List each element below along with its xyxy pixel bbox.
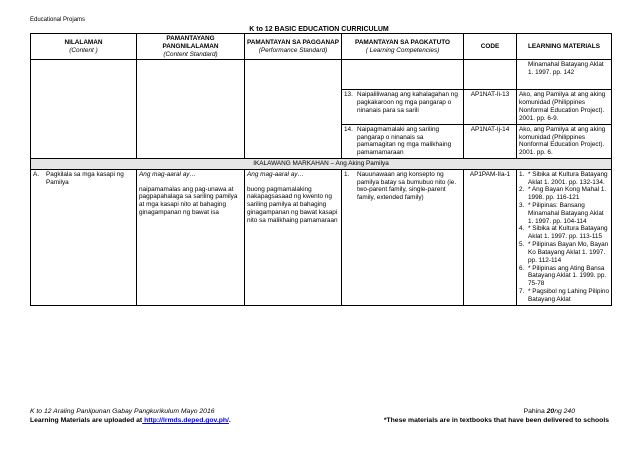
document-title: K to 12 BASIC EDUCATION CURRICULUM	[249, 26, 389, 33]
list-item: 7. * Pagsibol ng Lahing Pilipino Batayang Aklat	[519, 287, 610, 303]
code-cell: AP1PAM-IIa-1	[464, 169, 517, 305]
list-item: 3. * Pilipinas: Bansang Minamahal Batayang Aklat 1. 1997. pp. 104-114	[519, 202, 604, 225]
header-label: Educational Projams	[30, 17, 86, 23]
list-item: 5. * Pilipinas Bayan Mo, Bayan Ko Batayang Aklat 1. 1997. pp. 112-114	[519, 241, 609, 264]
header-content-standard: PAMANTAYANG PANGNILALAMAN (Content Standard)	[137, 34, 245, 60]
curriculum-table	[30, 33, 612, 306]
learning-materials-cell: Ako, ang Pamilya at ang aking komunidad (Philippines Nonformal Education Project). 2001. pp. 6.	[517, 124, 612, 158]
content-cell: A. Pagkilala sa mga kasapi ng Pamilya	[31, 169, 137, 305]
list-item: 6. * Pilipinas ang Ating Bansa Batayang Aklat 1. 1999. pp. 75-78	[519, 264, 607, 288]
learning-materials-cell	[517, 169, 612, 305]
list-item: 2. * Ang Bayan Kong Mahal 1. 1998. pp. 116-121	[519, 186, 607, 202]
header-learning-materials: LEARNING MATERIALS	[517, 34, 612, 60]
competency-cell: 14. Naipagmamalaki ang sariling pangarap o ninanais sa pamamagitan ng mga malikhaing pamamamaraan	[342, 124, 464, 158]
footer-materials-note: *These materials are in textbooks that have been delivered to schools	[383, 417, 609, 424]
content-standard-cell: Ang mag-aaral ay… naipamamalas ang pag-unawa at pagpapahalaga sa sariling pamilya at mga kasapi nito at bahaging ginagampanan ng bawat isa	[137, 169, 245, 305]
header-performance-standard: PAMANTAYAN SA PAGGANAP (Performance Standard)	[245, 34, 342, 60]
header-learning-competencies: PAMANTAYAN SA PAGKATUTO ( Learning Competencies)	[342, 34, 464, 60]
footer-upload-note: Learning Materials are uploaded at http://lrmds.deped.gov.ph/.	[30, 417, 231, 424]
header-content: NILALAMAN (Content )	[31, 34, 137, 60]
list-item: 4. * Sibika at Kultura Batayang Aklat 1. 1997. pp. 113-115	[519, 225, 608, 241]
page-number: Pahina 20ng 240	[523, 408, 575, 415]
competency-cell: 1. Nauunawaan ang konsepto ng pamilya batay sa bumubuo nito (ie. two-parent family, single-parent family, extended family)	[342, 169, 464, 305]
quarter-band-row	[31, 158, 612, 169]
quarter-band: IKALAWANG MARKAHAN – Ang Aking Pamilya	[31, 158, 612, 169]
table-header-row	[31, 34, 612, 60]
lrmds-link[interactable]: http://lrmds.deped.gov.ph/	[142, 417, 229, 424]
code-cell: AP1NAT-Ij-14	[464, 124, 517, 158]
learning-materials-cell: Minamahal Batayang Aklat 1. 1997. pp. 142	[517, 60, 612, 90]
header-code: CODE	[464, 34, 517, 60]
competency-cell: 13. Naipaliliwanag ang kahalagahan ng pagkakaroon ng mga pangarap o ninanais para sa sarili	[342, 90, 464, 124]
list-item: 1. * Sibika at Kultura Batayang Aklat 1. 2001. pp. 132-134.	[519, 170, 608, 186]
code-cell: AP1NAT-Ii-13	[464, 90, 517, 124]
learning-materials-cell: Ako, ang Pamilya at ang aking komunidad (Philippines Nonformal Education Project). 2001. pp. 6-9.	[517, 90, 612, 124]
table-row	[31, 169, 612, 305]
table-row	[31, 60, 612, 90]
performance-standard-cell: Ang mag-aaral ay… buong pagmamalaking nakapagsasaad ng kwento ng sariling pamilya at bahaging ginagampanan ng bawat kasapi nito sa malikhaing pamamaraan	[245, 169, 342, 305]
footer-guide-title: K to 12 Araling Panlipunan Gabay Pangkurikulum Mayo 2016	[30, 408, 215, 415]
